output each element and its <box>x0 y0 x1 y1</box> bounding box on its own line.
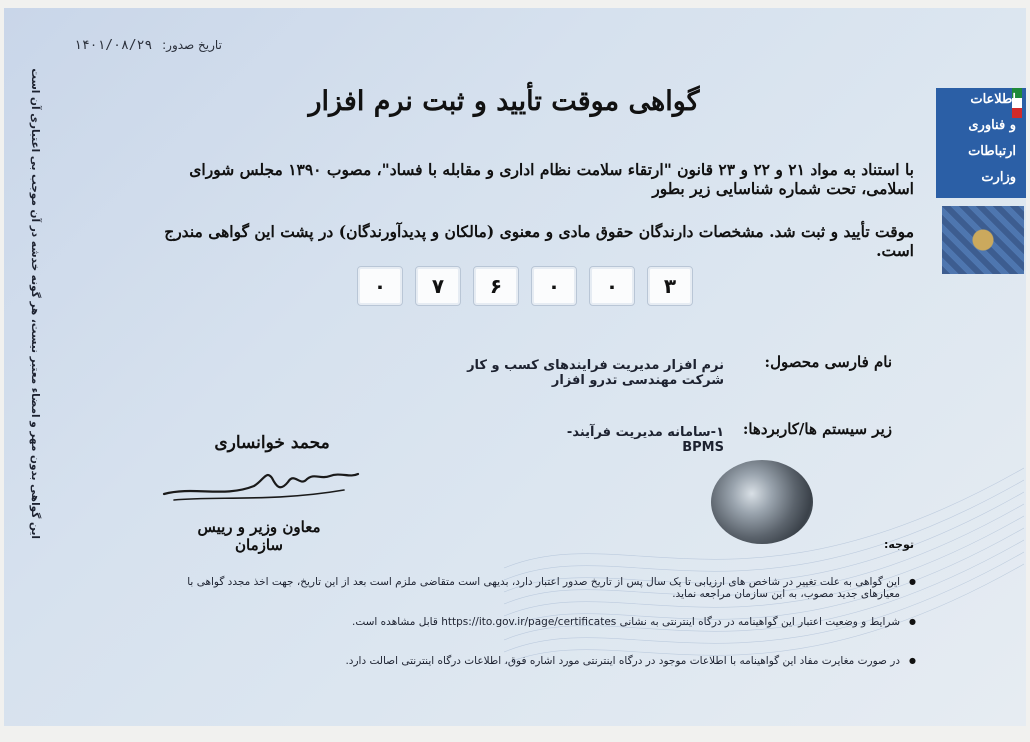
notes-heading: توجه: <box>883 538 914 551</box>
registration-digit: ۰ <box>589 266 635 306</box>
handwritten-signature <box>154 456 364 516</box>
certificate-title: گواهی موقت تأیید و ثبت نرم افزار <box>308 86 700 117</box>
logo-line: اطلاعات <box>970 92 1016 107</box>
logo-line: وزارت <box>981 170 1016 185</box>
side-note-text: این گواهی بدون مهر و امضاء معتبر نیست، هر گونه خدشه در آن موجب بی اعتباری آن است <box>29 68 41 539</box>
signer-title: معاون وزیر و رییس سازمان <box>197 518 321 554</box>
logo-line: و فناوری <box>968 118 1016 133</box>
ornamental-tile-pattern <box>942 206 1024 274</box>
issue-date-label: تاریخ صدور: <box>162 38 222 52</box>
side-note <box>20 68 50 548</box>
note-item: در صورت مغایرت مفاد این گواهینامه با اطلاعات موجود در درگاه اینترنتی مورد اشاره فوق، اطلاعات درگاه اینترنتی اصالت دارد. ● <box>174 655 900 667</box>
certificate-sheet <box>4 8 1026 726</box>
registration-digit: ۰ <box>357 266 403 306</box>
registration-digit: ۶ <box>473 266 519 306</box>
issue-date-line <box>74 38 222 53</box>
product-name-label: نام فارسی محصول: <box>764 353 892 371</box>
registration-digit: ۷ <box>415 266 461 306</box>
note-item: شرایط و وضعیت اعتبار این گواهینامه در درگاه اینترنتی به نشانی https://ito.gov.ir/page/certificates قابل مشاهده است. ● <box>174 616 900 628</box>
product-name-value: نرم افزار مدیریت فرایندهای کسب و کار شرکت مهندسی تدرو افزار <box>467 358 724 388</box>
subsystems-label: زیر سیستم ها/کاربردها: <box>742 420 892 438</box>
registration-digit: ۰ <box>531 266 577 306</box>
body-paragraph-1: با استناد به مواد ۲۱ و ۲۲ و ۲۳ قانون "ارتقاء سلامت نظام اداری و مقابله با فساد"، مصوب ۱۳۹۰ مجلس شورای اسلامی، تحت شماره شناسایی زیر بطور <box>189 160 914 198</box>
note-item: این گواهی به علت تغییر در شاخص های ارزیابی تا یک سال پس از تاریخ صدور اعتبار دارد، بدیهی است متقاضی ملزم است بعد از این تاریخ، جهت اخذ مجدد گواهی با معیارهای جدید مصوب، به این سازمان مراجعه نماید. ● <box>174 576 900 600</box>
issue-date-value: ۱۴۰۱/۰۸/۲۹ <box>74 38 153 53</box>
logo-line: ارتباطات <box>968 144 1016 159</box>
registration-digit: ۳ <box>647 266 693 306</box>
body-paragraph-2: موقت تأیید و ثبت شد. مشخصات دارندگان حقوق مادی و معنوی (مالکان و پدیدآورندگان) در پشت این گواهی مندرج است. <box>164 222 914 260</box>
ministry-logo <box>936 88 1026 198</box>
signer-name: محمد خوانساری <box>214 433 330 453</box>
registration-number <box>357 266 693 306</box>
hologram-seal <box>711 460 813 544</box>
subsystems-value: ۱-سامانه مدیریت فرآیند- BPMS <box>566 425 724 455</box>
